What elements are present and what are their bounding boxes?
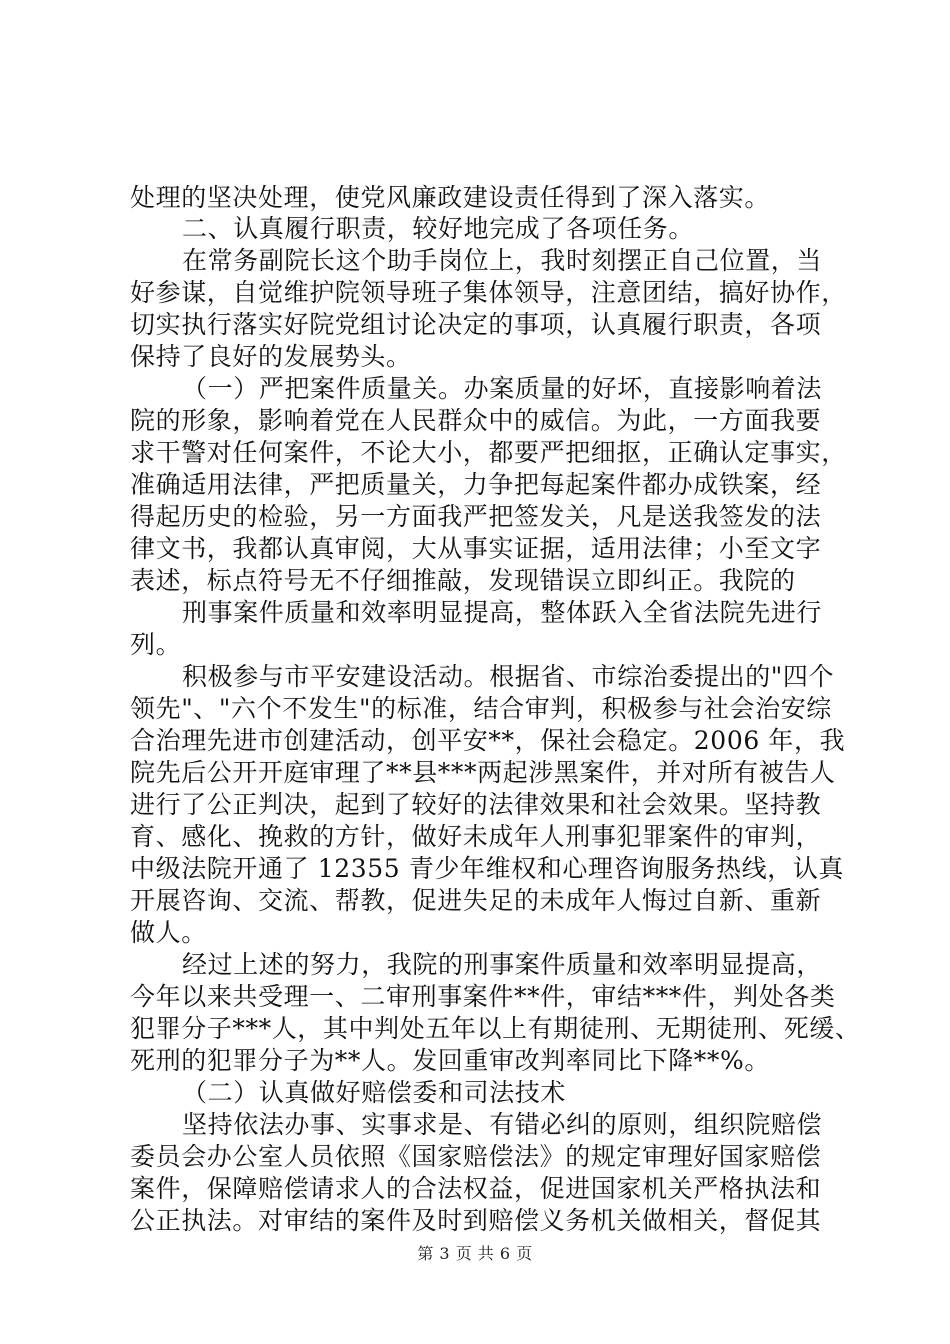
paragraph-line: 院的形象，影响着党在人民群众中的威信。为此，一方面我要 [130,406,822,435]
paragraph-line: 切实执行落实好院党组讨论决定的事项，认真履行职责，各项 [130,310,822,339]
paragraph-line: 委员会办公室人员依照《国家赔偿法》的规定审理好国家赔偿 [130,1142,822,1171]
paragraph-line: 做人。 [130,918,207,947]
paragraph-line: 今年以来共受理一、二审刑事案件**件，审结***件，判处各类 [130,982,836,1011]
paragraph-line: 死刑的犯罪分子为**人。发回重审改判率同比下降**%。 [130,1046,770,1075]
paragraph-line: 列。 [130,630,182,659]
paragraph-line: 领先"、"六个不发生"的标准，结合审判，积极参与社会治安综 [130,694,832,723]
paragraph-line: 刑事案件质量和效率明显提高，整体跃入全省法院先进行 [182,598,823,627]
paragraph-line: 律文书，我都认真审阅，大从事实证据，适用法律；小至文字 [130,534,822,563]
paragraph-line: 公正执法。对审结的案件及时到赔偿义务机关做相关，督促其 [130,1206,822,1235]
paragraph-line: 进行了公正判决，起到了较好的法律效果和社会效果。坚持教 [130,790,822,819]
paragraph-line: 犯罪分子***人，其中判处五年以上有期徒刑、无期徒刑、死缓、 [130,1014,861,1043]
paragraph-line: 积极参与市平安建设活动。根据省、市综治委提出的"四个 [182,662,835,691]
paragraph-line: 开展咨询、交流、帮教，促进失足的未成年人悔过自新、重新 [130,886,822,915]
paragraph-line: 在常务副院长这个助手岗位上，我时刻摆正自己位置，当 [182,246,823,275]
paragraph-line: 中级法院开通了 12355 青少年维权和心理咨询服务热线，认真 [130,854,845,883]
paragraph-line: 准确适用法律，严把质量关，力争把每起案件都办成铁案，经 [130,470,822,499]
paragraph-line: 处理的坚决处理，使党风廉政建设责任得到了深入落实。 [130,183,771,212]
paragraph-line: 得起历史的检验，另一方面我严把签发关，凡是送我签发的法 [130,502,822,531]
paragraph-line: 育、感化、挽救的方针，做好未成年人刑事犯罪案件的审判， [130,822,822,851]
paragraph-line: 表述，标点符号无不仔细推敲，发现错误立即纠正。我院的 [130,566,796,595]
paragraph-line: 保持了良好的发展势头。 [130,342,412,371]
page-footer: 第 3 页 共 6 页 [417,1244,533,1263]
paragraph-line: 经过上述的努力，我院的刑事案件质量和效率明显提高， [182,950,823,979]
paragraph-line: （二）认真做好赔偿委和司法技术 [182,1078,567,1107]
paragraph-line: （一）严把案件质量关。办案质量的好坏，直接影响着法 [182,374,823,403]
paragraph-line: 好参谋，自觉维护院领导班子集体领导，注意团结，搞好协作， [130,278,847,307]
paragraph-line: 案件，保障赔偿请求人的合法权益，促进国家机关严格执法和 [130,1174,822,1203]
paragraph-line: 坚持依法办事、实事求是、有错必纠的原则，组织院赔偿 [182,1110,823,1139]
paragraph-line: 求干警对任何案件，不论大小，都要严把细抠，正确认定事实， [130,438,847,467]
paragraph-line: 二、认真履行职责，较好地完成了各项任务。 [182,214,695,243]
paragraph-line: 合治理先进市创建活动，创平安**，保社会稳定。2006 年，我 [130,726,846,755]
paragraph-line: 院先后公开开庭审理了**县***两起涉黑案件，并对所有被告人 [130,758,836,787]
